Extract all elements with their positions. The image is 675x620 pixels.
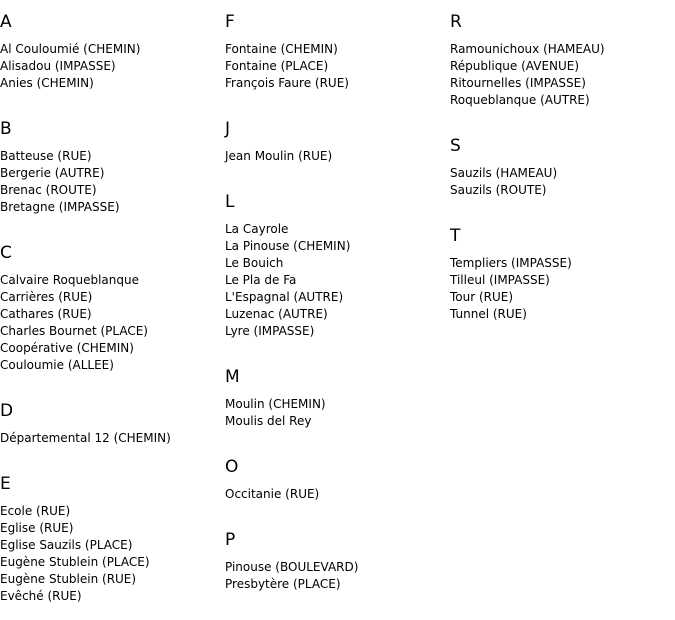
street-link[interactable]: Calvaire Roqueblanque — [0, 273, 139, 287]
street-link[interactable]: Couloumie (ALLEE) — [0, 358, 114, 372]
group-spacer — [450, 199, 675, 214]
street-list — [225, 148, 450, 165]
group-spacer — [0, 92, 225, 107]
group-letter-heading: S — [450, 136, 461, 156]
street-link[interactable]: Anies (CHEMIN) — [0, 76, 94, 90]
street-link[interactable]: Sauzils (HAMEAU) — [450, 166, 558, 180]
index-column-3 — [450, 0, 675, 323]
street-list — [0, 430, 225, 447]
street-list — [0, 41, 225, 92]
letter-group — [0, 12, 225, 107]
group-spacer — [225, 165, 450, 180]
group-spacer — [225, 340, 450, 355]
letter-group — [225, 12, 450, 107]
street-list — [0, 148, 225, 216]
street-link[interactable]: Roqueblanque (AUTRE) — [450, 93, 590, 107]
street-link[interactable]: Le Bouich — [225, 256, 284, 270]
group-spacer — [0, 216, 225, 231]
street-list — [450, 41, 675, 109]
street-link[interactable]: Occitanie (RUE) — [225, 487, 320, 501]
group-letter-heading: D — [0, 401, 14, 421]
street-link[interactable]: Presbytère (PLACE) — [225, 577, 341, 591]
letter-group — [450, 226, 675, 323]
street-link[interactable]: La Pinouse (CHEMIN) — [225, 239, 351, 253]
street-link[interactable]: Jean Moulin (RUE) — [225, 149, 333, 163]
street-link[interactable]: Charles Bournet (PLACE) — [0, 324, 148, 338]
letter-group — [0, 474, 225, 605]
street-link[interactable]: Ecole (RUE) — [0, 504, 71, 518]
street-link[interactable]: Bergerie (AUTRE) — [0, 166, 105, 180]
street-list — [225, 559, 450, 593]
street-link[interactable]: La Cayrole — [225, 222, 289, 236]
street-list — [225, 221, 450, 340]
street-link[interactable]: Bretagne (IMPASSE) — [0, 200, 120, 214]
street-link[interactable]: Sauzils (ROUTE) — [450, 183, 547, 197]
street-link[interactable]: Carrières (RUE) — [0, 290, 93, 304]
group-spacer — [0, 374, 225, 389]
group-letter-heading: T — [450, 226, 461, 246]
street-link[interactable]: Fontaine (CHEMIN) — [225, 42, 338, 56]
group-letter-heading: C — [0, 243, 12, 263]
street-link[interactable]: Eugène Stublein (RUE) — [0, 572, 137, 586]
street-link[interactable]: Batteuse (RUE) — [0, 149, 92, 163]
group-letter-heading: P — [225, 530, 236, 550]
street-list — [450, 165, 675, 199]
index-column-1 — [0, 0, 225, 605]
street-link[interactable]: République (AVENUE) — [450, 59, 580, 73]
street-list — [225, 486, 450, 503]
street-list — [225, 41, 450, 92]
street-link[interactable]: Coopérative (CHEMIN) — [0, 341, 134, 355]
group-letter-heading: L — [225, 192, 235, 212]
street-link[interactable]: Moulin (CHEMIN) — [225, 397, 326, 411]
group-letter-heading: E — [0, 474, 11, 494]
group-spacer — [0, 447, 225, 462]
letter-group — [450, 136, 675, 214]
group-spacer — [225, 92, 450, 107]
group-letter-heading: F — [225, 12, 235, 32]
letter-group — [0, 401, 225, 462]
street-link[interactable]: Eglise (RUE) — [0, 521, 74, 535]
street-link[interactable]: Tour (RUE) — [450, 290, 514, 304]
street-link[interactable]: Brenac (ROUTE) — [0, 183, 97, 197]
street-link[interactable]: L'Espagnal (AUTRE) — [225, 290, 344, 304]
street-link[interactable]: Alisadou (IMPASSE) — [0, 59, 116, 73]
street-link[interactable]: Ritournelles (IMPASSE) — [450, 76, 586, 90]
letter-group — [450, 12, 675, 124]
group-letter-heading: A — [0, 12, 12, 32]
street-list — [225, 396, 450, 430]
street-link[interactable]: Luzenac (AUTRE) — [225, 307, 328, 321]
street-list — [0, 503, 225, 605]
street-link[interactable]: Al Couloumié (CHEMIN) — [0, 42, 141, 56]
street-link[interactable]: Moulis del Rey — [225, 414, 312, 428]
street-link[interactable]: Le Pla de Fa — [225, 273, 297, 287]
street-list — [0, 272, 225, 374]
street-link[interactable]: François Faure (RUE) — [225, 76, 349, 90]
street-link[interactable]: Départemental 12 (CHEMIN) — [0, 431, 171, 445]
group-letter-heading: B — [0, 119, 12, 139]
street-link[interactable]: Eglise Sauzils (PLACE) — [0, 538, 133, 552]
street-link[interactable]: Templiers (IMPASSE) — [450, 256, 572, 270]
letter-group — [225, 367, 450, 445]
letter-group — [225, 530, 450, 593]
street-link[interactable]: Lyre (IMPASSE) — [225, 324, 315, 338]
street-link[interactable]: Tilleul (IMPASSE) — [450, 273, 550, 287]
street-link[interactable]: Tunnel (RUE) — [450, 307, 527, 321]
group-spacer — [450, 109, 675, 124]
letter-group — [225, 192, 450, 355]
street-link[interactable]: Evêché (RUE) — [0, 589, 82, 603]
group-letter-heading: R — [450, 12, 462, 32]
group-letter-heading: O — [225, 457, 239, 477]
street-link[interactable]: Pinouse (BOULEVARD) — [225, 560, 359, 574]
group-letter-heading: M — [225, 367, 240, 387]
letter-group — [0, 119, 225, 231]
street-link[interactable]: Ramounichoux (HAMEAU) — [450, 42, 605, 56]
group-spacer — [225, 503, 450, 518]
group-spacer — [225, 430, 450, 445]
street-list — [450, 255, 675, 323]
street-link[interactable]: Cathares (RUE) — [0, 307, 92, 321]
letter-group — [225, 457, 450, 518]
group-letter-heading: J — [225, 119, 231, 139]
street-link[interactable]: Eugène Stublein (PLACE) — [0, 555, 150, 569]
street-link[interactable]: Fontaine (PLACE) — [225, 59, 329, 73]
letter-group — [225, 119, 450, 180]
index-column-2 — [225, 0, 450, 593]
letter-group — [0, 243, 225, 389]
